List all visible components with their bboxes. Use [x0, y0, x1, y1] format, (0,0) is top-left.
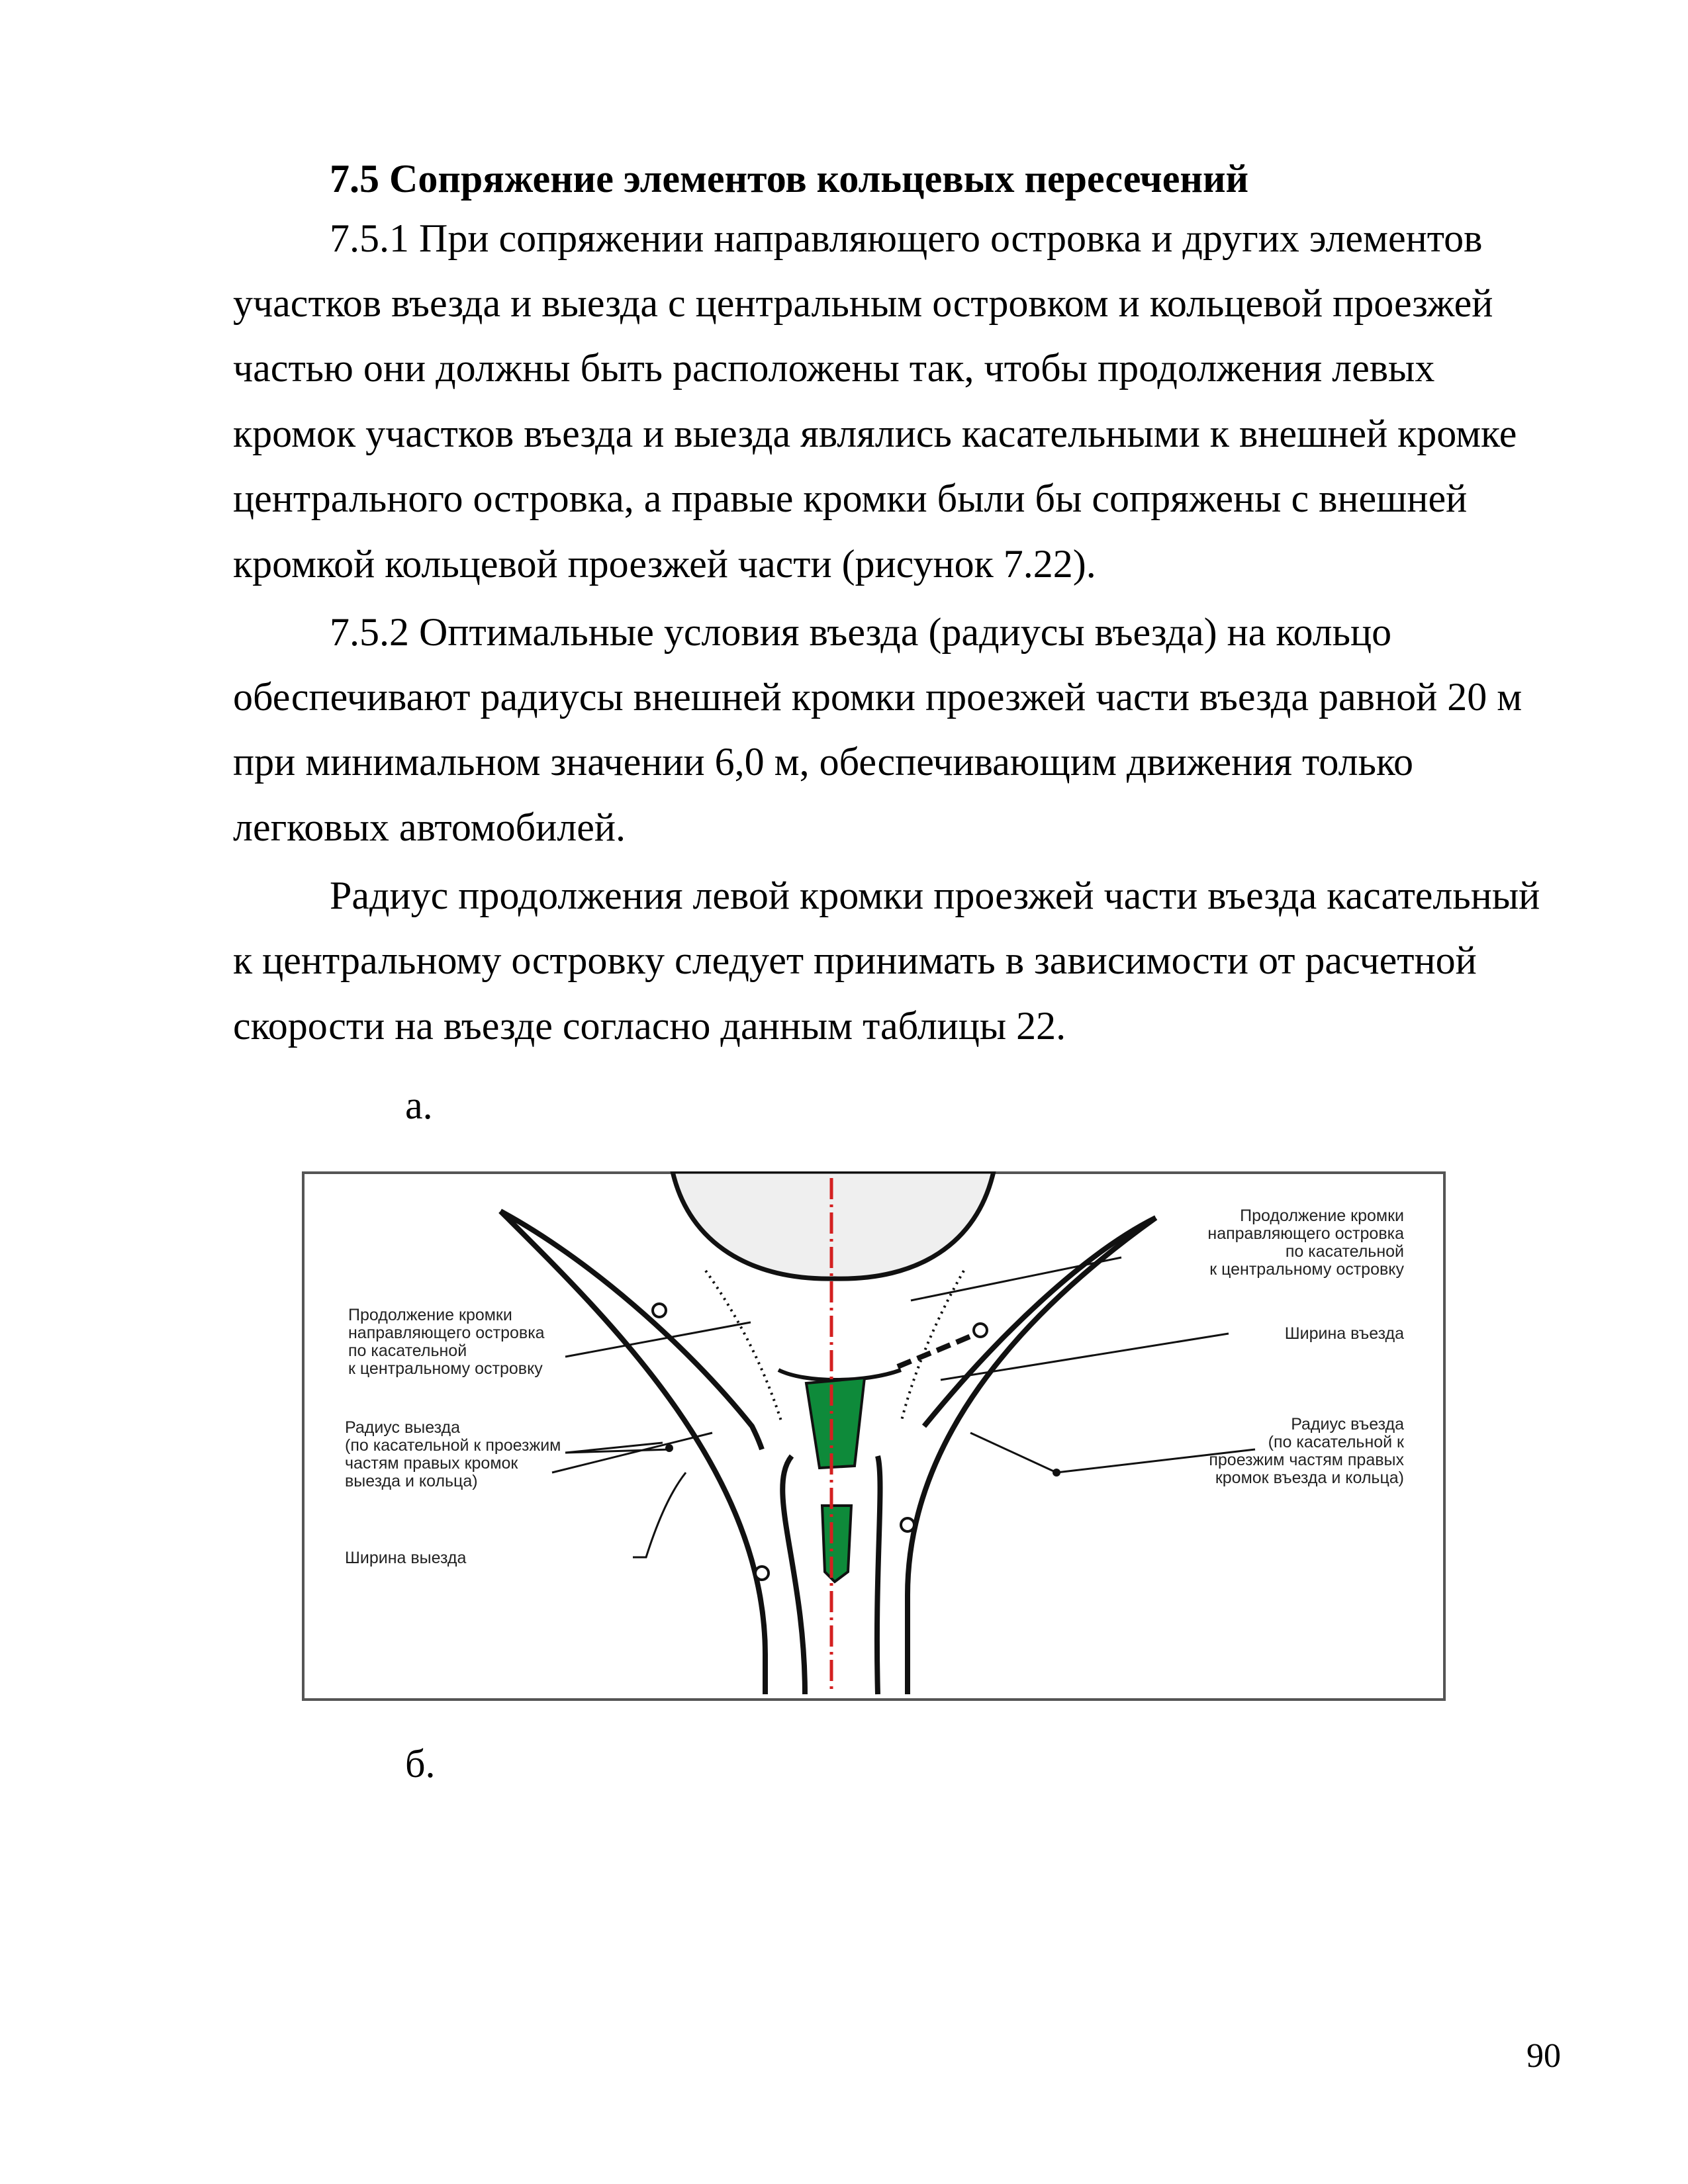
svg-text:по касательной: по касательной: [1285, 1242, 1404, 1261]
marker-point: [974, 1324, 987, 1337]
marker-point: [653, 1304, 666, 1317]
svg-text:направляющего островка: направляющего островка: [348, 1324, 545, 1342]
text-line: при минимальном значении 6,0 м, обеспечивающим движения только: [233, 740, 1414, 784]
text-line: центрального островка, а правые кромки были бы сопряжены с внешней: [233, 477, 1468, 520]
svg-text:кромок въезда и кольца): кромок въезда и кольца): [1215, 1469, 1404, 1487]
splitter-island-lower: [822, 1506, 851, 1582]
text-line: частью они должны быть расположены так, чтобы продолжения левых: [233, 346, 1435, 390]
text-line: обеспечивают радиусы внешней кромки проезжей части въезда равной 20 м: [233, 675, 1523, 719]
text-line: участков въезда и выезда с центральным островком и кольцевой проезжей: [233, 281, 1493, 325]
figure-label-a: а.: [405, 1083, 433, 1127]
roundabout-entry-diagram: [302, 1171, 1446, 1701]
page-number: 90: [1526, 2037, 1561, 2075]
svg-text:Продолжение кромки: Продолжение кромки: [348, 1306, 512, 1324]
text-line: легковых автомобилей.: [233, 805, 626, 849]
svg-text:Продолжение кромки: Продолжение кромки: [1240, 1206, 1404, 1225]
text-line: кромкой кольцевой проезжей части (рисунок 7.22).: [233, 542, 1096, 586]
svg-text:к центральному островку: к центральному островку: [1209, 1260, 1404, 1279]
annotation-left-width: [345, 1549, 467, 1567]
text-line: 7.5.1 При сопряжении направляющего островка и других элементов: [330, 216, 1483, 260]
svg-text:к центральному островку: к центральному островку: [348, 1359, 543, 1378]
svg-text:(по касательной к: (по касательной к: [1268, 1433, 1404, 1451]
road-right-inner-edge: [877, 1456, 880, 1694]
svg-text:Ширина выезда: Ширина выезда: [345, 1549, 467, 1567]
text-line: скорости на въезде согласно данным таблицы 22.: [233, 1004, 1066, 1048]
svg-text:Радиус выезда: Радиус выезда: [345, 1418, 460, 1437]
svg-text:(по касательной к проезжим: (по касательной к проезжим: [345, 1436, 561, 1455]
annotation-right-width: [1285, 1324, 1404, 1343]
svg-text:выезда и кольца): выезда и кольца): [345, 1472, 478, 1490]
text-line: кромок участков въезда и выезда являлись касательными к внешней кромке: [233, 412, 1517, 455]
leader-dot: [1053, 1469, 1060, 1477]
svg-text:Ширина въезда: Ширина въезда: [1284, 1324, 1404, 1343]
svg-text:частям правых кромок: частям правых кромок: [345, 1454, 518, 1473]
marker-point: [755, 1567, 769, 1580]
svg-text:проезжим частям правых: проезжим частям правых: [1209, 1451, 1404, 1469]
svg-text:направляющего островка: направляющего островка: [1207, 1224, 1404, 1243]
svg-text:Радиус въезда: Радиус въезда: [1291, 1415, 1404, 1433]
marker-point: [901, 1518, 914, 1531]
text-line: Радиус продолжения левой кромки проезжей части въезда касательный: [330, 874, 1540, 917]
text-line: к центральному островку следует принимать в зависимости от расчетной: [233, 938, 1477, 982]
section-heading: 7.5 Сопряжение элементов кольцевых пересечений: [330, 157, 1249, 201]
figure-label-b: б.: [405, 1742, 436, 1786]
leader-dot: [665, 1444, 673, 1452]
svg-text:по касательной: по касательной: [348, 1342, 467, 1360]
text-line: 7.5.2 Оптимальные условия въезда (радиусы въезда) на кольцо: [330, 610, 1392, 654]
